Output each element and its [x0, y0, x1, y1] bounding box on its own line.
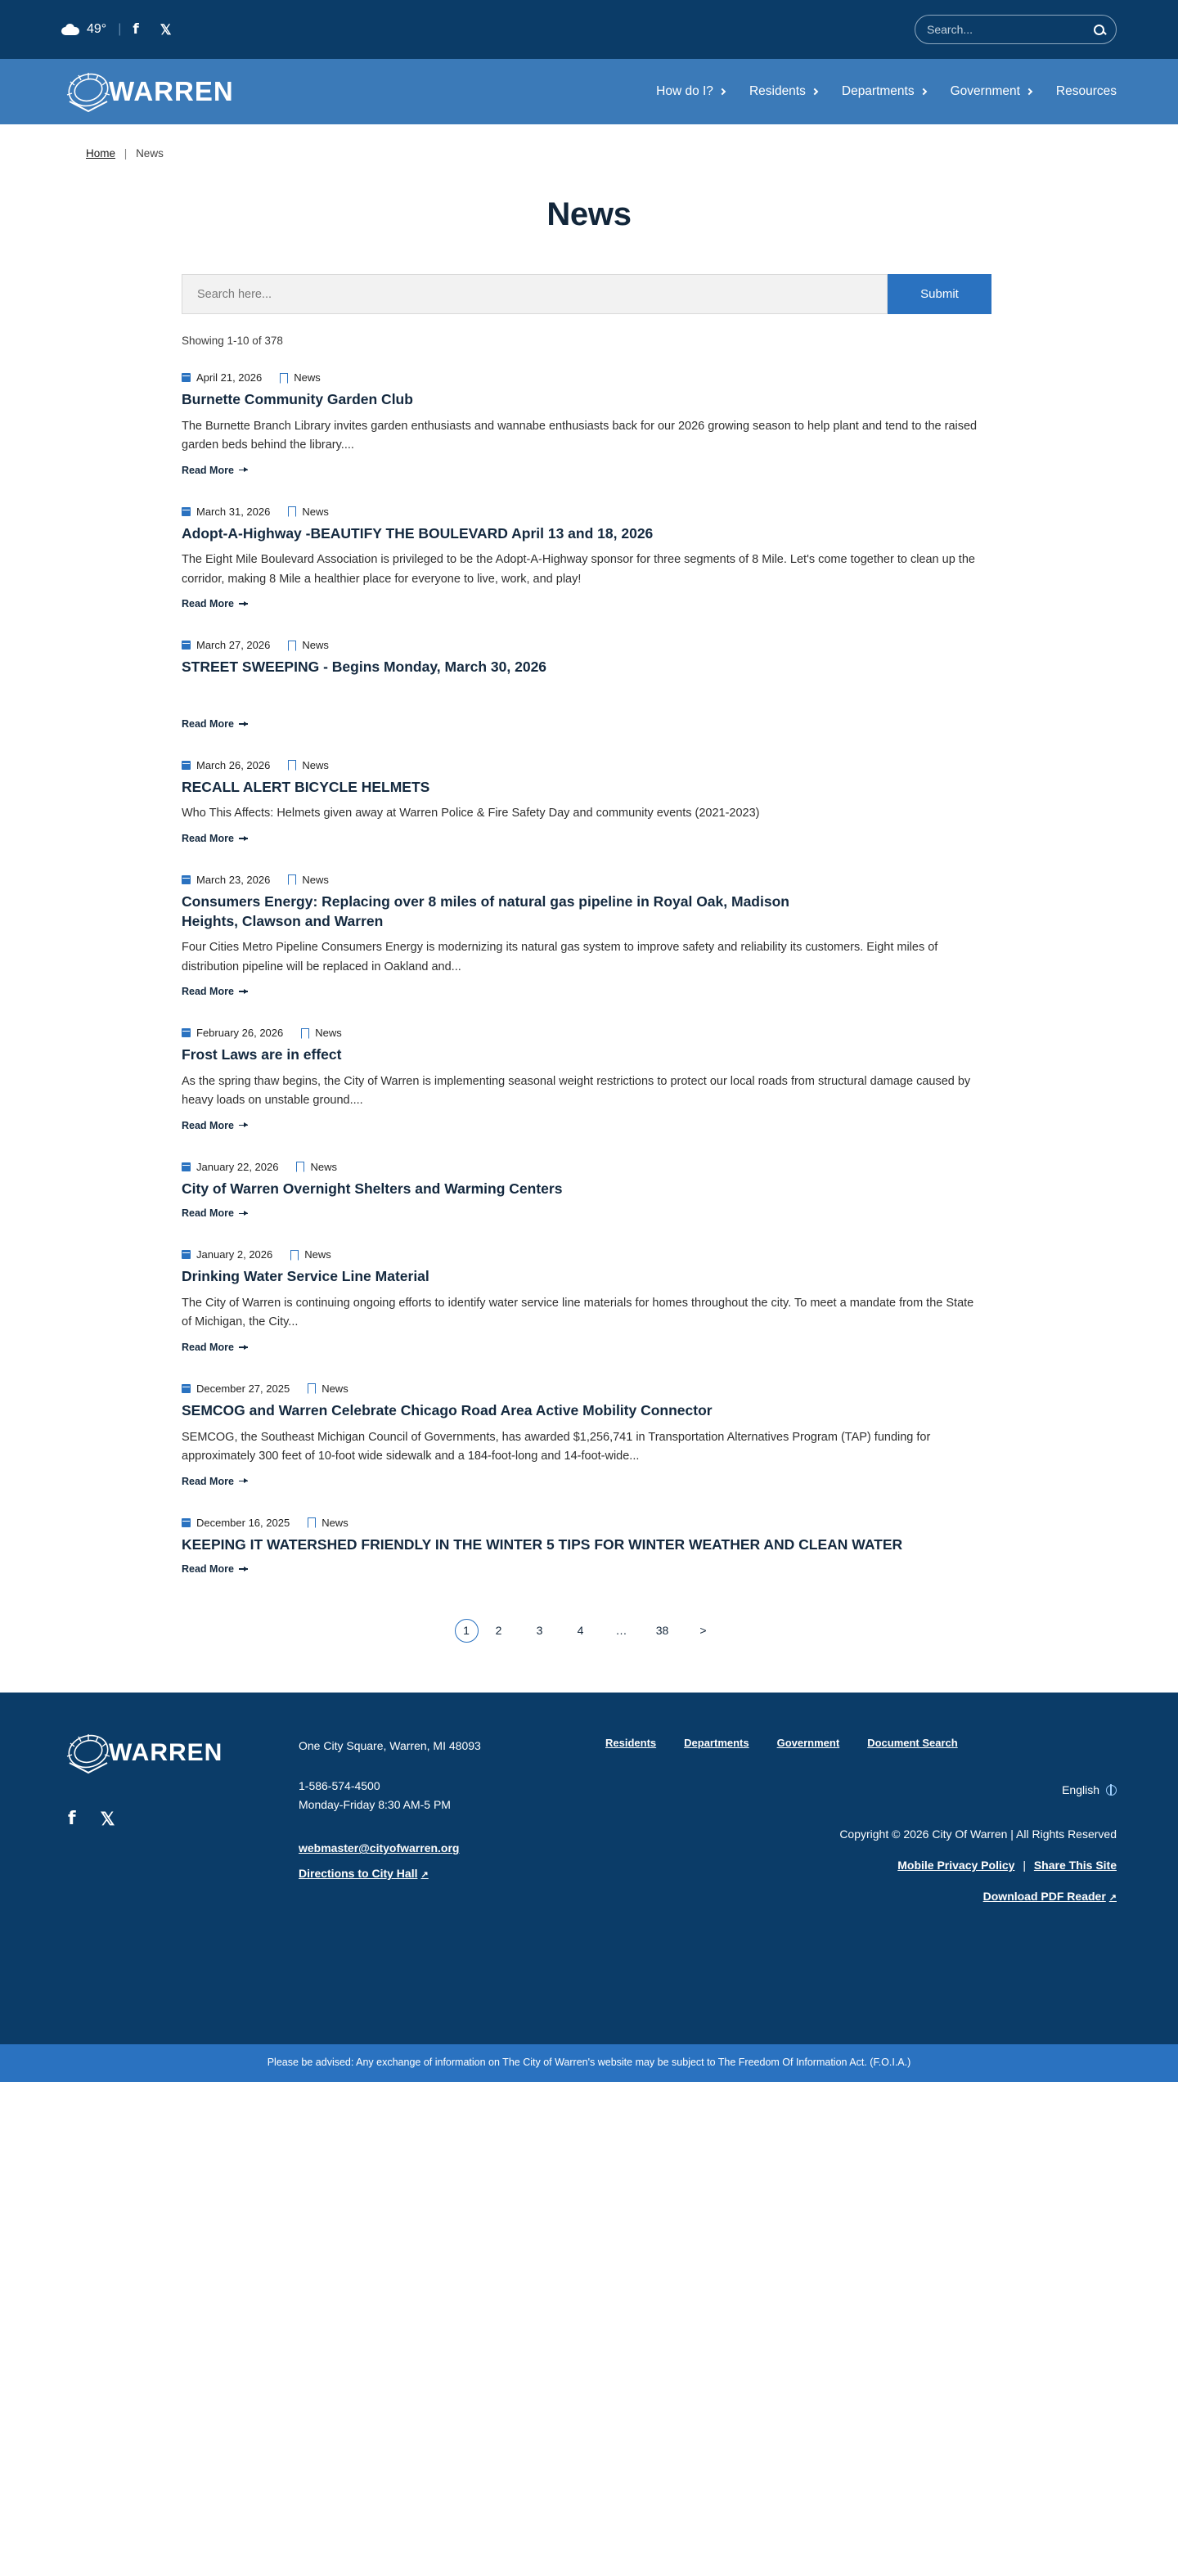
news-meta [182, 1161, 991, 1173]
arrow-right-icon [239, 603, 248, 605]
news-description: The City of Warren is continuing ongoing efforts to identify water service line materials for homes throughout the city. To meet a mandate from the State of Michigan, the City... [182, 1296, 974, 1329]
temperature-label: 49° [87, 22, 107, 36]
news-category-label: News [321, 1382, 348, 1395]
news-description [182, 685, 979, 709]
read-more-link[interactable] [182, 986, 248, 997]
news-date [182, 1382, 290, 1395]
news-date-label: March 27, 2026 [196, 639, 271, 652]
footer-social-links [61, 1809, 299, 1830]
news-category [301, 1027, 342, 1039]
pagination-page-3[interactable]: 3 [536, 1624, 543, 1638]
bookmark-icon [288, 506, 296, 516]
footer-legal-links [581, 1859, 1117, 1872]
news-category [288, 639, 329, 651]
pagination-next[interactable]: > [699, 1624, 707, 1638]
footer-link-residents[interactable]: Residents [605, 1737, 657, 1750]
footer-link-government[interactable]: Government [776, 1737, 840, 1750]
nav-resources[interactable] [1056, 84, 1117, 99]
calendar-icon [182, 1250, 191, 1259]
news-meta [182, 759, 991, 771]
read-more-link[interactable] [182, 465, 248, 476]
arrow-right-icon [239, 1213, 248, 1215]
news-category [308, 1517, 348, 1529]
warren-sunburst-icon [61, 70, 115, 113]
calendar-icon [182, 1162, 191, 1171]
breadcrumb [0, 124, 1178, 160]
news-date-label: March 23, 2026 [196, 873, 271, 886]
site-logo[interactable] [61, 70, 234, 113]
footer-link-document-search[interactable]: Document Search [867, 1737, 958, 1750]
download-pdf-reader-link[interactable] [983, 1890, 1117, 1903]
bookmark-icon [288, 874, 296, 884]
news-date [182, 371, 262, 384]
nav-resources-label: Resources [1055, 84, 1117, 98]
pagination-page-38[interactable]: 38 [655, 1624, 669, 1638]
news-date-label: April 21, 2026 [196, 371, 263, 384]
page-title: News [546, 196, 632, 232]
utility-divider: | [118, 22, 122, 36]
site-header [0, 59, 1178, 124]
news-title[interactable]: RECALL ALERT BICYCLE HELMETS [182, 778, 430, 795]
news-search-input[interactable] [182, 274, 888, 314]
nav-government[interactable] [951, 84, 1032, 99]
list-item [182, 1517, 991, 1577]
chevron-right-icon [1026, 88, 1032, 95]
read-more-link[interactable] [182, 1120, 248, 1131]
arrow-right-icon [239, 723, 248, 725]
arrow-right-icon [239, 1568, 248, 1570]
read-more-link[interactable] [182, 833, 248, 844]
list-item [182, 1161, 991, 1221]
bookmark-icon [296, 1162, 304, 1171]
news-date [182, 506, 270, 518]
read-more-link[interactable] [182, 718, 248, 730]
x-twitter-icon[interactable]: 𝕏 [160, 21, 172, 38]
breadcrumb-separator: | [124, 147, 128, 160]
calendar-icon [182, 641, 191, 650]
news-list [182, 371, 991, 1576]
bookmark-icon [280, 373, 288, 383]
footer-brand-column [61, 1732, 299, 1903]
news-date-label: January 2, 2026 [196, 1248, 273, 1261]
news-date-label: March 26, 2026 [196, 758, 271, 771]
share-this-site-link[interactable]: Share This Site [1033, 1859, 1117, 1872]
mobile-privacy-policy-link[interactable]: Mobile Privacy Policy [897, 1859, 1015, 1872]
bookmark-icon [290, 1250, 299, 1260]
calendar-icon [182, 507, 191, 516]
arrow-right-icon [239, 1125, 248, 1126]
footer-contact-links [299, 1836, 581, 1886]
footer-address: One City Square, Warren, MI 48093 [299, 1739, 481, 1753]
read-more-label: Read More [182, 832, 234, 844]
weather-widget[interactable] [61, 22, 106, 37]
news-category-label: News [304, 1248, 331, 1261]
main-navigation [656, 84, 1117, 99]
external-link-icon: ↗ [420, 1870, 429, 1881]
footer-pdf-row [581, 1890, 1117, 1903]
news-search-submit-button[interactable]: Submit [888, 274, 991, 314]
nav-departments-label: Departments [841, 84, 915, 98]
list-item [182, 1027, 991, 1133]
nav-how-do-i-label: How do I? [656, 84, 713, 98]
news-category-label: News [315, 1027, 342, 1040]
pagination-current-page[interactable]: 1 [455, 1619, 479, 1643]
bookmark-icon [288, 760, 296, 770]
read-more-label: Read More [182, 1207, 234, 1220]
news-description: The Burnette Branch Library invites garden enthusiasts and wannabe enthusiasts back for our 2026 growing season to help plant and tend to the raised garden beds behind the library.... [182, 419, 978, 452]
read-more-label: Read More [182, 1475, 234, 1487]
nav-residents[interactable] [749, 84, 817, 99]
footer-link-departments[interactable]: Departments [684, 1737, 749, 1750]
calendar-icon [182, 1028, 191, 1037]
news-category [290, 1248, 331, 1261]
read-more-label: Read More [182, 464, 234, 476]
footer-phone: 1-586-574-4500 [299, 1779, 380, 1793]
pagination [0, 1616, 1178, 1645]
footer-links-column [581, 1732, 1117, 1903]
arrow-right-icon [239, 991, 248, 992]
footer-directions-label: Directions to City Hall [299, 1867, 418, 1881]
news-category [280, 371, 321, 384]
external-link-icon: ↗ [1108, 1893, 1117, 1904]
news-title[interactable]: Frost Laws are in effect [182, 1046, 342, 1063]
news-description: As the spring thaw begins, the City of Warren is implementing seasonal weight restrictions to protect our local roads from structural damage caused by heavy loads on unstable ground.... [182, 1074, 971, 1108]
nav-how-do-i[interactable] [656, 84, 725, 99]
news-meta [182, 1027, 991, 1039]
globe-icon [1106, 1785, 1117, 1796]
news-category-label: News [302, 639, 329, 652]
news-category-label: News [302, 505, 329, 518]
list-item [182, 1382, 991, 1489]
news-title[interactable]: Adopt-A-Highway -BEAUTIFY THE BOULEVARD April 13 and 18, 2026 [182, 524, 654, 542]
list-item [182, 371, 991, 478]
site-footer [0, 1693, 1178, 2044]
news-category-label: News [294, 371, 321, 384]
news-category-label: News [310, 1160, 337, 1173]
list-item [182, 639, 991, 731]
pagination-page-2[interactable]: 2 [495, 1624, 502, 1638]
news-date [182, 874, 270, 886]
news-category-label: News [302, 873, 329, 886]
news-meta [182, 874, 991, 886]
results-count: Showing 1-10 of 378 [182, 335, 283, 347]
breadcrumb-home[interactable]: Home [86, 147, 116, 160]
read-more-link[interactable] [182, 1342, 248, 1353]
news-description: The Eight Mile Boulevard Association is privileged to be the Adopt-A-Highway sponsor for three segments of 8 Mile. Let's come together to clean up the corridor, making 8 Mile a healthier place for everyone to live, work, and play! [182, 553, 975, 586]
news-category [296, 1161, 337, 1173]
footer-directions-link[interactable] [299, 1867, 429, 1880]
news-meta [182, 1382, 991, 1395]
footer-quick-links [581, 1737, 1117, 1749]
news-description: SEMCOG, the Southeast Michigan Council of Governments, has awarded $1,256,741 in Transportation Alternatives Program (TAP) funding for approximately 300 feet of 10-foot wide sidewalk and a 184-foot-long and 14-foot-wide... [182, 1430, 931, 1463]
news-description: Four Cities Metro Pipeline Consumers Energy is modernizing its natural gas system to improve safety and reliability its customers. Eight miles of distribution pipeline will be replaced in Oakland and... [182, 941, 938, 973]
news-date [182, 639, 270, 651]
nav-departments[interactable] [842, 84, 926, 99]
read-more-label: Read More [182, 717, 234, 730]
news-date-label: December 27, 2025 [196, 1382, 290, 1395]
legal-separator: | [1023, 1859, 1026, 1872]
search-icon[interactable] [1094, 25, 1104, 35]
calendar-icon [182, 1384, 191, 1393]
breadcrumb-current: News [136, 147, 164, 160]
social-links-top [133, 20, 172, 38]
news-title[interactable]: Burnette Community Garden Club [182, 391, 413, 407]
arrow-right-icon [239, 1346, 248, 1348]
read-more-label: Read More [182, 986, 234, 998]
news-category-label: News [321, 1516, 348, 1529]
news-category-label: News [302, 758, 329, 771]
list-item [182, 1248, 991, 1355]
read-more-label: Read More [182, 598, 234, 610]
nav-government-label: Government [950, 84, 1020, 98]
news-title[interactable]: City of Warren Overnight Shelters and Warming Centers [182, 1180, 563, 1197]
news-meta [182, 639, 991, 651]
footer-copyright: Copyright © 2026 City Of Warren | All Rights Reserved [839, 1827, 1117, 1841]
calendar-icon [182, 761, 191, 770]
download-pdf-reader-label: Download PDF Reader [982, 1890, 1106, 1904]
utility-bar [0, 0, 1178, 59]
calendar-icon [182, 875, 191, 884]
foia-notice-bar: Please be advised: Any exchange of information on The City of Warren's website may be subject to The Freedom Of Information Act. (F.O.I.A.) [0, 2044, 1178, 2082]
news-date-label: February 26, 2026 [196, 1027, 284, 1040]
chevron-right-icon [919, 88, 926, 95]
language-label: English [1062, 1783, 1099, 1797]
news-description: Who This Affects: Helmets given away at Warren Police & Fire Safety Day and community events (2021-2023) [182, 807, 760, 820]
news-meta [182, 1517, 991, 1529]
warren-sunburst-icon [61, 1732, 115, 1774]
logo-wordmark: WARREN [109, 76, 234, 106]
footer-phone-block [299, 1777, 581, 1814]
arrow-right-icon [239, 470, 248, 471]
read-more-link[interactable] [182, 1476, 248, 1487]
news-category [288, 874, 329, 886]
news-date [182, 1517, 290, 1529]
read-more-label: Read More [182, 1341, 234, 1353]
footer-hours: Monday-Friday 8:30 AM-5 PM [299, 1798, 451, 1812]
news-date [182, 1161, 278, 1173]
list-item [182, 506, 991, 612]
news-meta [182, 506, 991, 518]
chevron-right-icon [719, 88, 726, 95]
bookmark-icon [308, 1383, 316, 1393]
read-more-link[interactable] [182, 598, 248, 609]
cloud-icon [61, 24, 79, 35]
footer-webmaster-link[interactable]: webmaster@cityofwarren.org [299, 1841, 460, 1855]
news-date [182, 1027, 283, 1039]
footer-contact-column [299, 1732, 581, 1903]
site-search-box[interactable] [915, 15, 1117, 44]
news-date-label: March 31, 2026 [196, 505, 271, 518]
x-twitter-icon[interactable]: 𝕏 [100, 1809, 115, 1830]
news-meta [182, 1248, 991, 1261]
news-title[interactable]: STREET SWEEPING - Begins Monday, March 30, 2026 [182, 659, 547, 676]
footer-logo-wordmark: WARREN [109, 1739, 223, 1767]
read-more-label: Read More [182, 1563, 234, 1576]
calendar-icon [182, 373, 191, 382]
news-date [182, 1248, 272, 1261]
news-search-form [182, 274, 991, 314]
pagination-page-4[interactable]: 4 [577, 1624, 584, 1638]
chevron-right-icon [812, 88, 818, 95]
bookmark-icon [308, 1517, 316, 1527]
news-meta [182, 371, 991, 384]
facebook-icon[interactable]: f [133, 20, 139, 38]
site-search-input[interactable] [927, 23, 1094, 36]
language-selector[interactable] [581, 1783, 1117, 1796]
calendar-icon [182, 1518, 191, 1527]
news-title[interactable]: Drinking Water Service Line Material [182, 1268, 429, 1285]
arrow-right-icon [239, 838, 248, 839]
news-title[interactable]: Consumers Energy: Replacing over 8 miles of natural gas pipeline in Royal Oak, Madison Heights, Clawson and Warren [182, 892, 789, 929]
read-more-link[interactable] [182, 1207, 248, 1219]
nav-residents-label: Residents [749, 84, 806, 98]
news-title[interactable]: KEEPING IT WATERSHED FRIENDLY IN THE WINTER 5 TIPS FOR WINTER WEATHER AND CLEAN WATER [182, 1535, 903, 1553]
bookmark-icon [288, 641, 296, 650]
list-item [182, 759, 991, 846]
news-date-label: January 22, 2026 [196, 1160, 279, 1173]
arrow-right-icon [239, 1481, 248, 1482]
read-more-label: Read More [182, 1119, 234, 1131]
news-category [288, 506, 329, 518]
news-date-label: December 16, 2025 [196, 1516, 290, 1529]
read-more-link[interactable] [182, 1563, 248, 1575]
bookmark-icon [301, 1028, 309, 1038]
news-category [308, 1382, 348, 1395]
news-title[interactable]: SEMCOG and Warren Celebrate Chicago Road Area Active Mobility Connector [182, 1401, 713, 1418]
news-date [182, 759, 270, 771]
list-item [182, 874, 991, 999]
news-category [288, 759, 329, 771]
facebook-icon[interactable]: f [68, 1809, 76, 1830]
pagination-ellipsis: … [615, 1624, 627, 1638]
